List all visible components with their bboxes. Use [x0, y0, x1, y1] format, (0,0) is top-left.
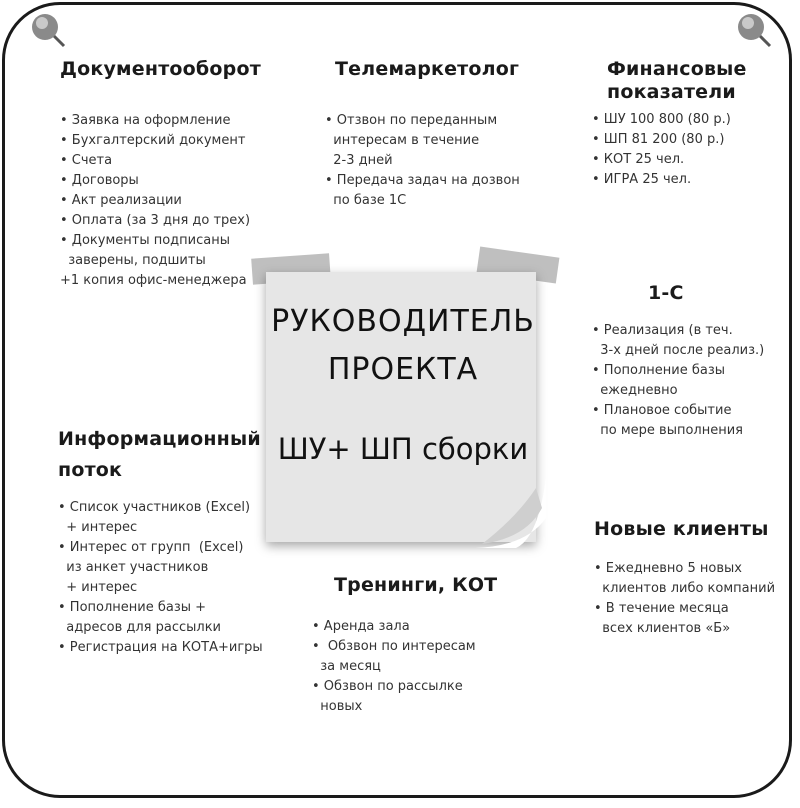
- list-item: • Документы подписаны: [60, 233, 230, 248]
- center-sticky-note: [258, 252, 548, 552]
- page-curl-icon: [476, 478, 546, 548]
- list-item: • Акт реализации: [60, 193, 182, 208]
- list-item: всех клиентов «Б»: [594, 621, 731, 636]
- list-item: • Список участников (Excel): [58, 500, 251, 515]
- info-flow-title-line2: поток: [58, 459, 123, 481]
- info-flow-block: [58, 428, 268, 658]
- list-item: • Обзвон по рассылке: [312, 679, 463, 694]
- list-item: • Оплата (за 3 дня до трех): [60, 213, 251, 228]
- list-item: • ШП 81 200 (80 р.): [592, 132, 725, 147]
- finance-block: [592, 58, 782, 190]
- one-c-list: [592, 321, 787, 441]
- list-item: по базе 1С: [325, 193, 407, 208]
- list-item: • Обзвон по интересам: [312, 639, 476, 654]
- list-item: по мере выполнения: [592, 423, 743, 438]
- list-item: +1 копия офис-менеджера: [60, 273, 247, 288]
- new-clients-title: Новые клиенты: [594, 518, 769, 540]
- list-item: • Отзвон по переданным: [325, 113, 498, 128]
- trainings-list: [312, 617, 512, 717]
- list-item: + интерес: [58, 580, 138, 595]
- list-item: новых: [312, 699, 363, 714]
- docflow-block: [60, 58, 290, 291]
- list-item: • ИГРА 25 чел.: [592, 172, 692, 187]
- one-c-block: [592, 282, 787, 441]
- new-clients-block: [594, 518, 786, 639]
- list-item: • Договоры: [60, 173, 139, 188]
- list-item: • Пополнение базы: [592, 363, 726, 378]
- docflow-title: Документооборот: [60, 58, 261, 80]
- trainings-block: [312, 574, 512, 717]
- finance-title-line1: Финансовые: [607, 58, 747, 80]
- pushpin-icon: [734, 10, 774, 50]
- list-item: • Бухгалтерский документ: [60, 133, 246, 148]
- list-item: • Заявка на оформление: [60, 113, 231, 128]
- list-item: • Аренда зала: [312, 619, 410, 634]
- list-item: • Передача задач на дозвон: [325, 173, 520, 188]
- list-item: • Регистрация на КОТА+игры: [58, 640, 263, 655]
- center-subtitle: ШУ+ ШП сборки: [277, 432, 529, 466]
- list-item: адресов для рассылки: [58, 620, 222, 635]
- list-item: • Пополнение базы +: [58, 600, 207, 615]
- center-title-line2: ПРОЕКТА: [327, 352, 479, 387]
- finance-title-line2: показатели: [607, 81, 736, 103]
- list-item: 2-3 дней: [325, 153, 393, 168]
- list-item: • Плановое событие: [592, 403, 732, 418]
- list-item: 3-х дней после реализ.): [592, 343, 765, 358]
- list-item: • ШУ 100 800 (80 р.): [592, 112, 731, 127]
- list-item: • КОТ 25 чел.: [592, 152, 685, 167]
- list-item: заверены, подшиты: [60, 253, 206, 268]
- list-item: • Интерес от групп (Excel): [58, 540, 244, 555]
- list-item: ежедневно: [592, 383, 678, 398]
- list-item: интересам в течение: [325, 133, 480, 148]
- list-item: • Счета: [60, 153, 113, 168]
- list-item: • В течение месяца: [594, 601, 729, 616]
- new-clients-list: [594, 559, 786, 639]
- info-flow-list: [58, 498, 268, 658]
- info-flow-title-line1: Информационный: [58, 428, 261, 450]
- finance-list: [592, 110, 782, 190]
- telemarketer-list: [325, 111, 545, 211]
- list-item: за месяц: [312, 659, 381, 674]
- one-c-title: 1-С: [648, 282, 684, 304]
- list-item: клиентов либо компаний: [594, 581, 776, 596]
- trainings-title: Тренинги, КОТ: [334, 574, 498, 596]
- list-item: • Ежедневно 5 новых: [594, 561, 742, 576]
- list-item: + интерес: [58, 520, 138, 535]
- pushpin-icon: [28, 10, 68, 50]
- center-title-line1: РУКОВОДИТЕЛЬ: [271, 304, 535, 339]
- telemarketer-title: Телемаркетолог: [335, 58, 520, 80]
- list-item: • Реализация (в теч.: [592, 323, 733, 338]
- list-item: из анкет участников: [58, 560, 209, 575]
- telemarketer-block: [325, 58, 545, 211]
